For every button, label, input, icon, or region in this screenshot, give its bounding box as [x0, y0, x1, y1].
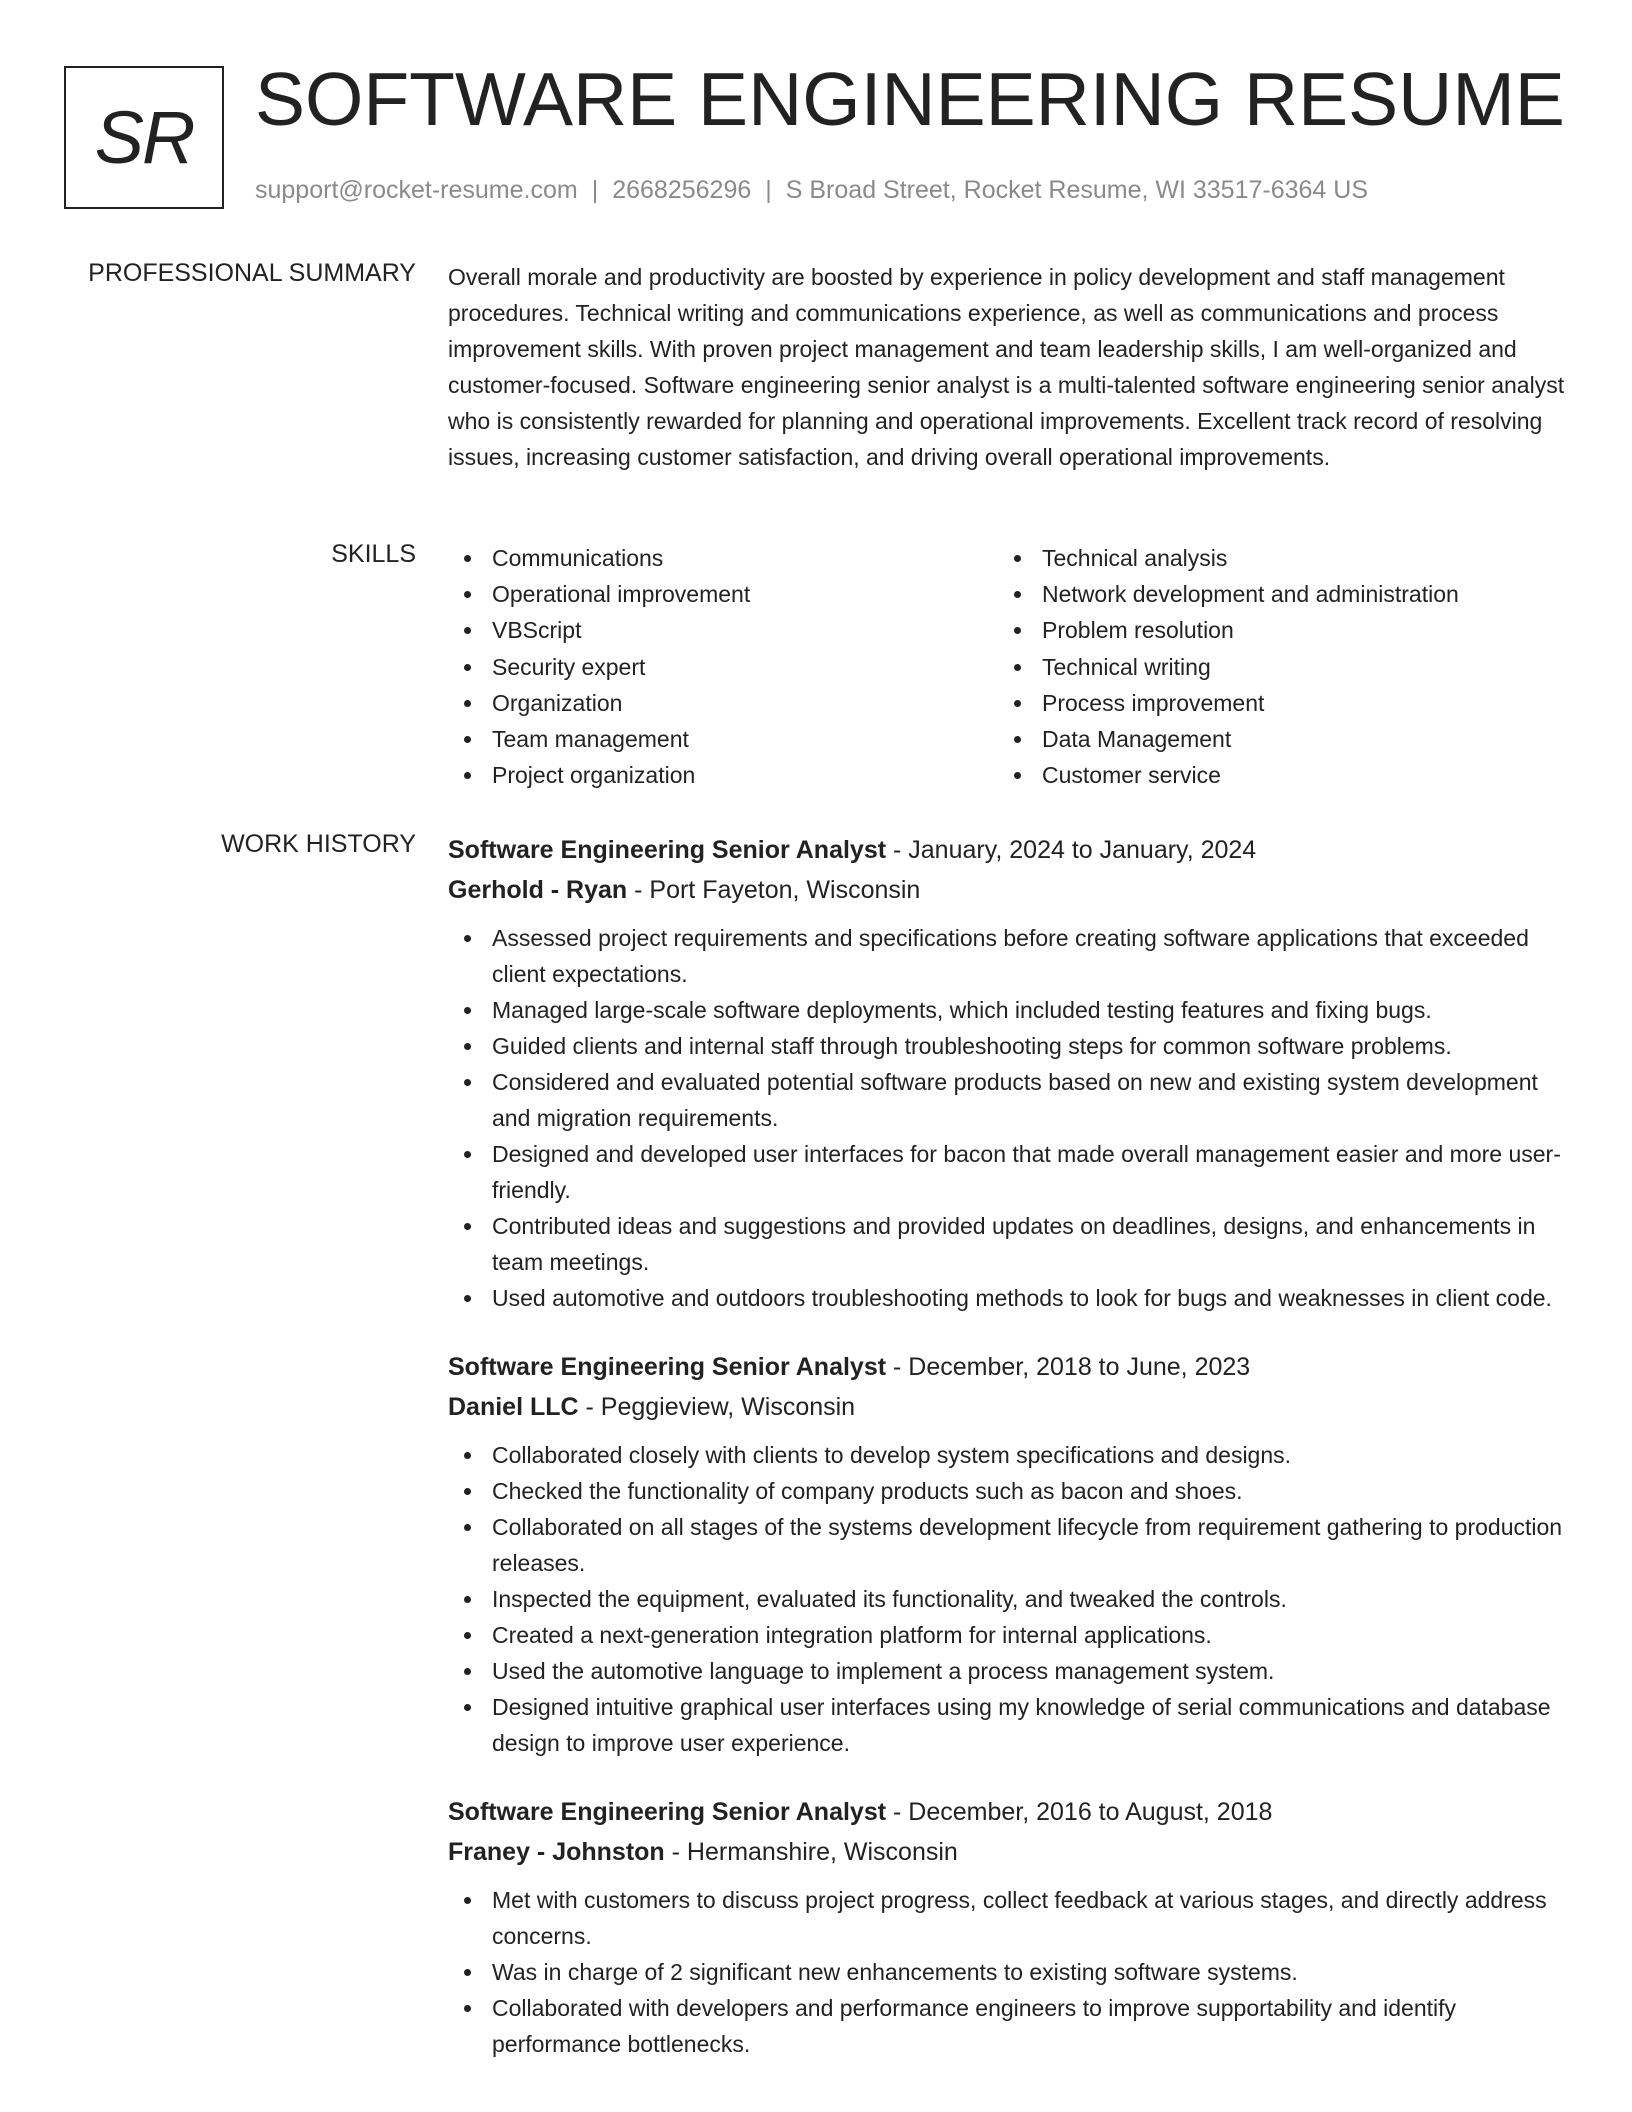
job-bullet: Used the automotive language to implement a process management system.	[448, 1653, 1568, 1689]
job-bullet: Was in charge of 2 significant new enhancements to existing software systems.	[448, 1954, 1568, 1990]
job-location: - Port Fayeton, Wisconsin	[627, 876, 921, 904]
skill-item: Communications	[448, 540, 998, 576]
job-company-line	[448, 1387, 1568, 1427]
job-bullet: Created a next-generation integration platform for internal applications.	[448, 1617, 1568, 1653]
job-title: Software Engineering Senior Analyst	[448, 1798, 887, 1826]
skill-item: Network development and administration	[998, 576, 1548, 612]
work-body	[448, 830, 1568, 2093]
job-bullet-list	[448, 1882, 1568, 2062]
job-company: Daniel LLC	[448, 1393, 579, 1421]
job-bullet: Considered and evaluated potential software products based on new and existing system development and migration requirements.	[448, 1064, 1568, 1136]
skill-item: Security expert	[448, 649, 998, 685]
job-title: Software Engineering Senior Analyst	[448, 836, 887, 864]
contact-separator: |	[591, 176, 599, 204]
job-title-line	[448, 1347, 1568, 1387]
job-bullet: Inspected the equipment, evaluated its functionality, and tweaked the controls.	[448, 1581, 1568, 1617]
skill-item: Data Management	[998, 721, 1548, 757]
resume-title: SOFTWARE ENGINEERING RESUME	[255, 57, 1565, 141]
job-title-line	[448, 1792, 1568, 1832]
summary-text: Overall morale and productivity are boosted by experience in policy development and staff management procedures. Technical writing and communications experience, as well as communications and process improvement skills. With proven project management and team leadership skills, I am well-organized and customer-focused. Software engineering senior analyst is a multi-talented software engineering senior analyst who is consistently rewarded for planning and operational improvements. Excellent track record of resolving issues, increasing customer satisfaction, and driving overall operational improvements.	[448, 264, 1565, 470]
job-company: Franey - Johnston	[448, 1838, 665, 1866]
contact-address: S Broad Street, Rocket Resume, WI 33517-6364 US	[785, 176, 1368, 204]
skill-item: Process improvement	[998, 685, 1548, 721]
skill-item: Problem resolution	[998, 612, 1548, 648]
contact-phone: 2668256296	[612, 176, 752, 204]
work-label: WORK HISTORY	[221, 830, 416, 858]
skills-column-right	[998, 540, 1548, 793]
job-bullet: Met with customers to discuss project progress, collect feedback at various stages, and directly address concerns.	[448, 1882, 1568, 1954]
skills-body	[448, 540, 1568, 793]
skill-item: Technical analysis	[998, 540, 1548, 576]
skills-grid	[448, 540, 1568, 793]
skills-column-left	[448, 540, 998, 793]
job-company: Gerhold - Ryan	[448, 876, 628, 904]
skills-list-left	[448, 540, 998, 793]
job-bullet: Assessed project requirements and specifications before creating software applications that exceeded client expectations.	[448, 920, 1568, 992]
job-title: Software Engineering Senior Analyst	[448, 1353, 887, 1381]
skills-list-right	[998, 540, 1548, 793]
job-bullet: Checked the functionality of company products such as bacon and shoes.	[448, 1473, 1568, 1509]
summary-label: PROFESSIONAL SUMMARY	[88, 259, 416, 287]
skill-item: Team management	[448, 721, 998, 757]
job-bullet: Collaborated with developers and performance engineers to improve supportability and identify performance bottlenecks.	[448, 1990, 1568, 2062]
job-bullet-list	[448, 920, 1568, 1316]
job-entry	[448, 830, 1568, 1316]
job-bullet: Contributed ideas and suggestions and provided updates on deadlines, designs, and enhancements in team meetings.	[448, 1208, 1568, 1280]
job-bullet: Guided clients and internal staff through troubleshooting steps for common software problems.	[448, 1028, 1568, 1064]
skill-item: VBScript	[448, 612, 998, 648]
job-company-line	[448, 870, 1568, 910]
skill-item: Organization	[448, 685, 998, 721]
contact-email: support@rocket-resume.com	[255, 176, 578, 204]
skill-item: Project organization	[448, 757, 998, 793]
job-entry	[448, 1792, 1568, 2062]
job-location: - Peggieview, Wisconsin	[578, 1393, 856, 1421]
job-title-line	[448, 830, 1568, 870]
job-company-line	[448, 1832, 1568, 1872]
skills-label: SKILLS	[331, 540, 416, 568]
contact-line	[255, 176, 1368, 205]
job-bullet: Designed and developed user interfaces for bacon that made overall management easier and more user-friendly.	[448, 1136, 1568, 1208]
skill-item: Operational improvement	[448, 576, 998, 612]
job-bullet: Designed intuitive graphical user interfaces using my knowledge of serial communications and database design to improve user experience.	[448, 1689, 1568, 1761]
job-bullet: Collaborated on all stages of the systems development lifecycle from requirement gathering to production releases.	[448, 1509, 1568, 1581]
contact-separator: |	[765, 176, 772, 204]
job-dates: - January, 2024 to January, 2024	[886, 836, 1257, 864]
job-entry	[448, 1347, 1568, 1761]
job-dates: - December, 2016 to August, 2018	[886, 1798, 1273, 1826]
job-bullet-list	[448, 1437, 1568, 1761]
job-bullet: Collaborated closely with clients to develop system specifications and designs.	[448, 1437, 1568, 1473]
skill-item: Technical writing	[998, 649, 1548, 685]
monogram-logo: SR	[64, 66, 224, 209]
job-bullet: Used automotive and outdoors troubleshooting methods to look for bugs and weaknesses in client code.	[448, 1280, 1568, 1316]
job-location: - Hermanshire, Wisconsin	[664, 1838, 958, 1866]
job-dates: - December, 2018 to June, 2023	[886, 1353, 1251, 1381]
skill-item: Customer service	[998, 757, 1548, 793]
job-bullet: Managed large-scale software deployments, which included testing features and fixing bugs.	[448, 992, 1568, 1028]
